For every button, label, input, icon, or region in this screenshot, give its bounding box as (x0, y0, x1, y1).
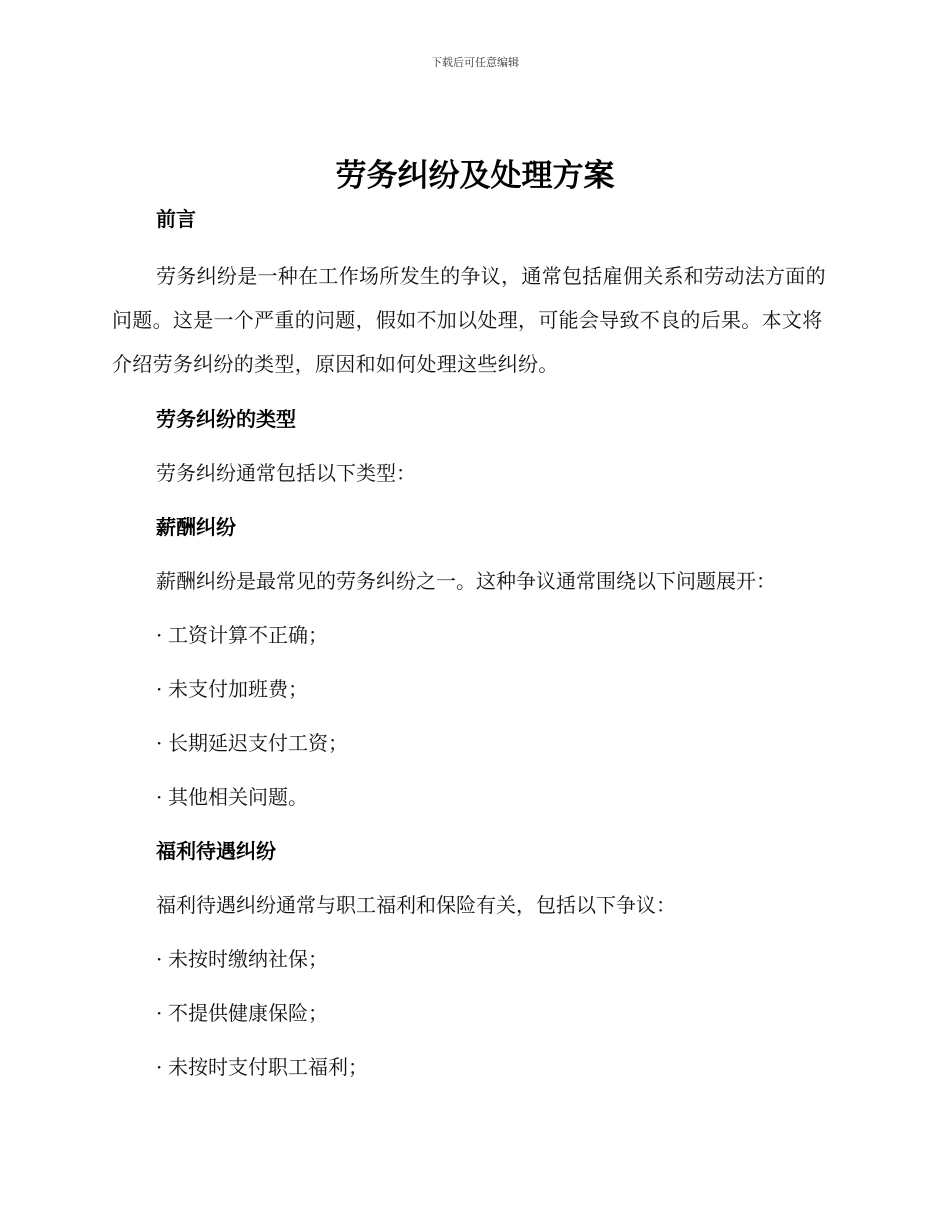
list-item (112, 620, 832, 650)
salary-heading: 薪酬纠纷 (156, 515, 236, 539)
types-heading: 劳务纠纷的类型 (156, 407, 296, 431)
bullet-dot: · (156, 947, 163, 971)
list-item (112, 728, 832, 758)
list-item-text: 其他相关问题。 (168, 785, 308, 809)
header-note: 下载后可任意编辑 (431, 56, 519, 69)
list-item (112, 998, 832, 1028)
preface-paragraph: 劳务纠纷是一种在工作场所发生的争议，通常包括雇佣关系和劳动法方面的问题。这是一个严重的问题，假如不加以处理，可能会导致不良的后果。本文将介绍劳务纠纷的类型，原因和如何处理这些纠纷。 (112, 264, 826, 376)
document-title: 劳务纠纷及处理方案 (335, 158, 615, 194)
list-item (112, 782, 832, 812)
list-item-text: 未按时缴纳社保； (168, 947, 328, 971)
list-item-text: 未支付加班费； (168, 677, 308, 701)
benefits-list (112, 944, 832, 1082)
document-body (112, 204, 832, 1082)
preface-heading: 前言 (156, 207, 196, 231)
list-item-text: 不提供健康保险； (168, 1001, 328, 1025)
benefits-heading: 福利待遇纠纷 (156, 839, 276, 863)
bullet-dot: · (156, 623, 163, 647)
list-item-text: 工资计算不正确； (168, 623, 328, 647)
bullet-dot: · (156, 1001, 163, 1025)
bullet-dot: · (156, 677, 163, 701)
benefits-intro: 福利待遇纠纷通常与职工福利和保险有关，包括以下争议： (156, 893, 676, 917)
list-item-text: 未按时支付职工福利； (168, 1055, 368, 1079)
bullet-dot: · (156, 785, 163, 809)
salary-list (112, 620, 832, 812)
types-intro: 劳务纠纷通常包括以下类型： (156, 461, 416, 485)
salary-intro: 薪酬纠纷是最常见的劳务纠纷之一。这种争议通常围绕以下问题展开： (156, 569, 776, 593)
list-item (112, 674, 832, 704)
list-item (112, 1052, 832, 1082)
list-item-text: 长期延迟支付工资； (168, 731, 348, 755)
bullet-dot: · (156, 1055, 163, 1079)
bullet-dot: · (156, 731, 163, 755)
list-item (112, 944, 832, 974)
